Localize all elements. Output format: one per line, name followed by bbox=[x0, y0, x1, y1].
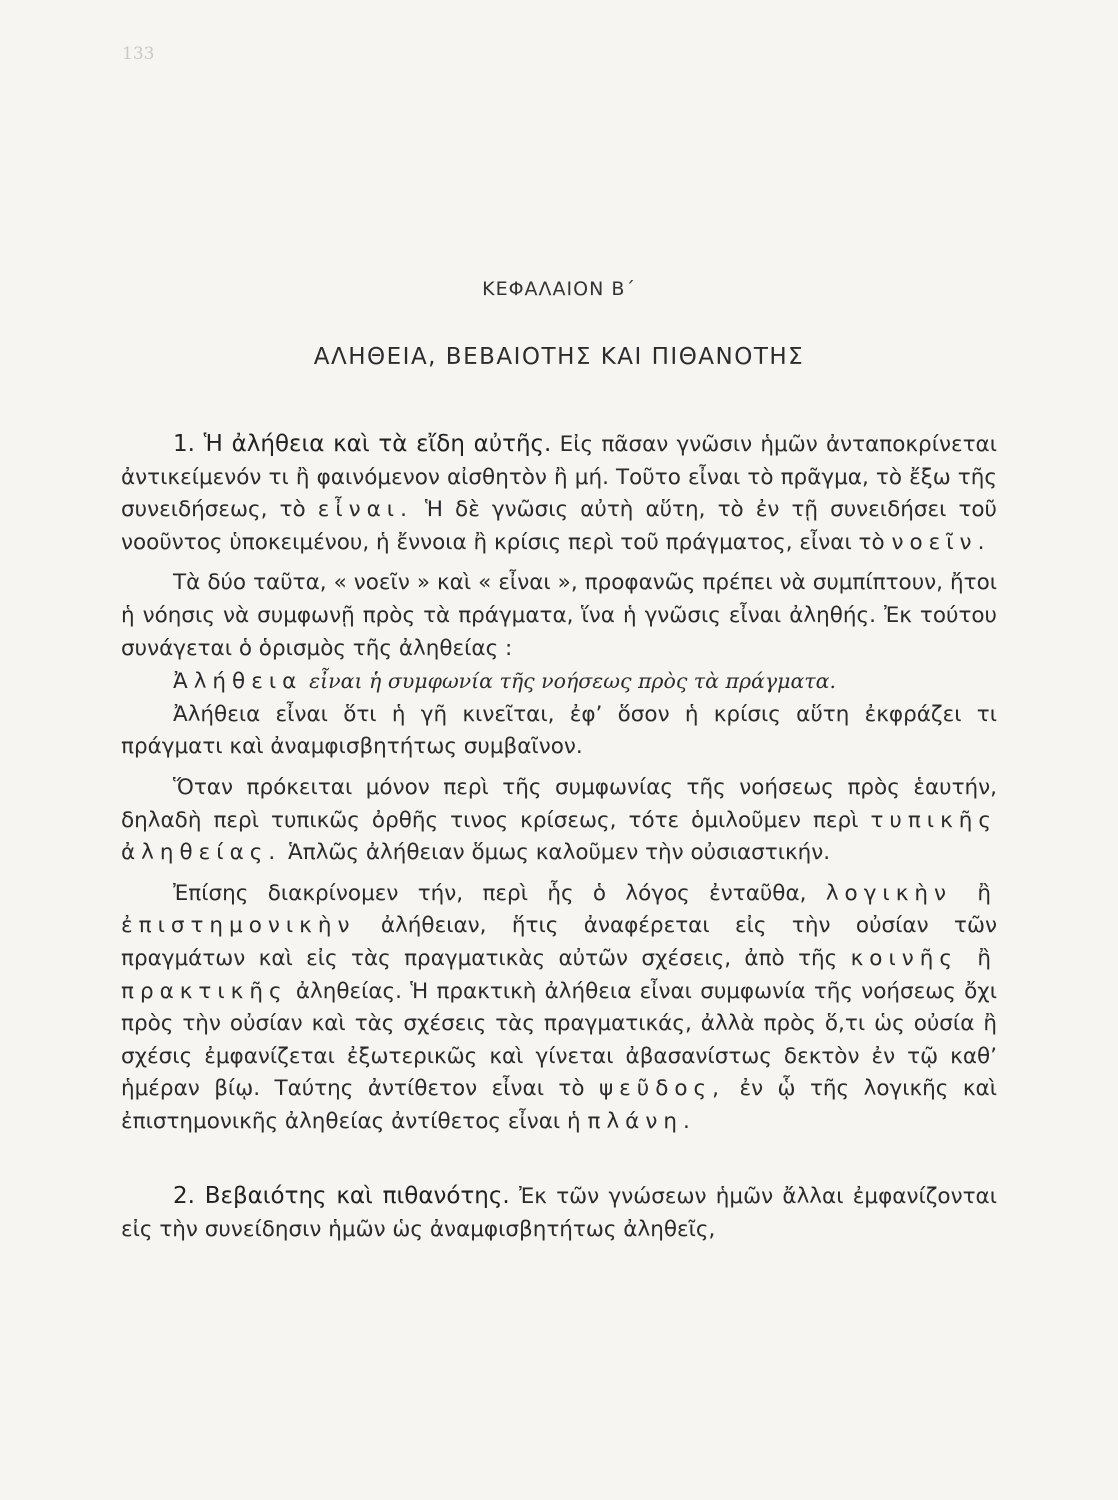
section-heading-2: 2. Βεβαιότης καὶ πιθανότης. bbox=[173, 1183, 510, 1210]
paragraph bbox=[121, 772, 997, 870]
page-number: 133 bbox=[122, 44, 155, 64]
term-practical-truth: κοινῆς ἢ πρακτικῆς bbox=[121, 945, 997, 1004]
term-noein: νοεῖν. bbox=[891, 529, 991, 555]
paragraph bbox=[121, 428, 997, 559]
text-run: ἐν ᾧ τῆς λογικῆς καὶ ἐπιστημονικῆς ἀληθείας ἀντίθετος εἶναι ἡ bbox=[121, 1076, 997, 1134]
text-run: Ἁπλῶς ἀλήθειαν ὅμως καλοῦμεν τὴν οὐσιαστικήν. bbox=[288, 840, 831, 866]
definition-term: Ἀλήθεια bbox=[173, 669, 303, 695]
section-heading-1: 1. Ἡ ἀλήθεια καὶ τὰ εἴδη αὐτῆς. bbox=[173, 431, 552, 457]
text-run: Ὅταν πρόκειται μόνον περὶ τῆς συμφωνίας τῆς νοήσεως πρὸς ἑαυτήν, δηλαδὴ περὶ τυπικῶς ὀρθῆς τινος κρίσεως, τότε ὁμιλοῦμεν περὶ bbox=[121, 774, 997, 833]
definition-text: εἶναι ἡ συμφωνία τῆς νοήσεως πρὸς τὰ πράγματα. bbox=[309, 669, 836, 694]
term-logical-truth: λογικὴν ἢ ἐπιστημονικὴν bbox=[121, 880, 997, 939]
paragraph: Τὰ δύο ταῦτα, « νοεῖν » καὶ « εἶναι », προφανῶς πρέπει νὰ συμπίπτουν, ἤτοι ἡ νόησις νὰ συμφωνῇ πρὸς τὰ πράγματα, ἵνα ἡ γνῶσις εἶναι ἀληθής. Ἐκ τούτου συνάγεται ὁ ὁρισμὸς τῆς ἀληθείας : bbox=[121, 570, 997, 661]
term-einai: εἶναι. bbox=[317, 497, 413, 523]
chapter-label: ΚΕΦΑΛΑΙΟΝ Β΄ bbox=[482, 278, 636, 300]
body-text bbox=[121, 428, 997, 1247]
text-run: ἀληθείας. Ἡ πρακτικὴ ἀλήθεια εἶναι συμφωνία τῆς νοήσεως ὄχι πρὸς τὴν οὐσίαν καὶ τὰς σχέσεις τὰς πραγματικάς, ἀλλὰ πρὸς ὅ,τι ὡς οὐσία ἢ σχέσις ἐμφανίζεται ἐξωτερικῶς καὶ γίνεται ἀβασανίστως δεκτὸν ἐν τῷ καθ’ ἡμέραν βίῳ. Ταύτης ἀντίθετον εἶναι τὸ bbox=[121, 978, 997, 1102]
definition bbox=[121, 665, 997, 699]
text-run: Ἡ δὲ γνῶσις αὐτὴ αὕτη, τὸ ἐν τῇ συνειδήσει τοῦ νοοῦντος ὑποκειμένου, ἡ ἔννοια ἢ κρίσις περὶ τοῦ πράγματος, εἶναι τὸ bbox=[121, 497, 997, 555]
chapter-title: ΑΛΗΘΕΙΑ, ΒΕΒΑΙΟΤΗΣ ΚΑΙ ΠΙΘΑΝΟΤΗΣ bbox=[313, 344, 805, 370]
text-run: ἀλήθειαν, ἥτις ἀναφέρεται εἰς τὴν οὐσίαν τῶν πραγμάτων καὶ εἰς τὰς πραγματικὰς αὐτῶν σχέσεις, ἀπὸ τῆς bbox=[121, 913, 997, 971]
term-falsehood: ψεῦδος, bbox=[598, 1076, 725, 1102]
paragraph: Ἀλήθεια εἶναι ὅτι ἡ γῆ κινεῖται, ἐφ’ ὅσον ἡ κρίσις αὕτη ἐκφράζει τι πράγματι καὶ ἀναμφισβητήτως συμβαῖνον. bbox=[121, 701, 997, 760]
text-run: Ἐκ τῶν γνώσεων ἡμῶν ἄλλαι ἐμφανίζονται εἰς τὴν συνείδησιν ἡμῶν ὡς ἀναμφισβητήτως ἀληθεῖς, bbox=[121, 1184, 997, 1243]
paragraph bbox=[121, 1180, 997, 1246]
paragraph bbox=[121, 878, 997, 1139]
term-error: πλάνη. bbox=[587, 1108, 696, 1134]
text-run: Ἐπίσης διακρίνομεν τήν, περὶ ἧς ὁ λόγος ἐνταῦθα, bbox=[173, 880, 807, 906]
term-formal-truth: τυπικῆς ἀληθείας. bbox=[121, 807, 997, 866]
text-run: Εἰς πᾶσαν γνῶσιν ἡμῶν ἀνταποκρίνεται ἀντικείμενόν τι ἢ φαινόμενον αἰσθητὸν ἢ μή. Τοῦτο εἶναι τὸ πρᾶγμα, τὸ ἔξω τῆς συνειδήσεως, τὸ bbox=[121, 432, 997, 523]
